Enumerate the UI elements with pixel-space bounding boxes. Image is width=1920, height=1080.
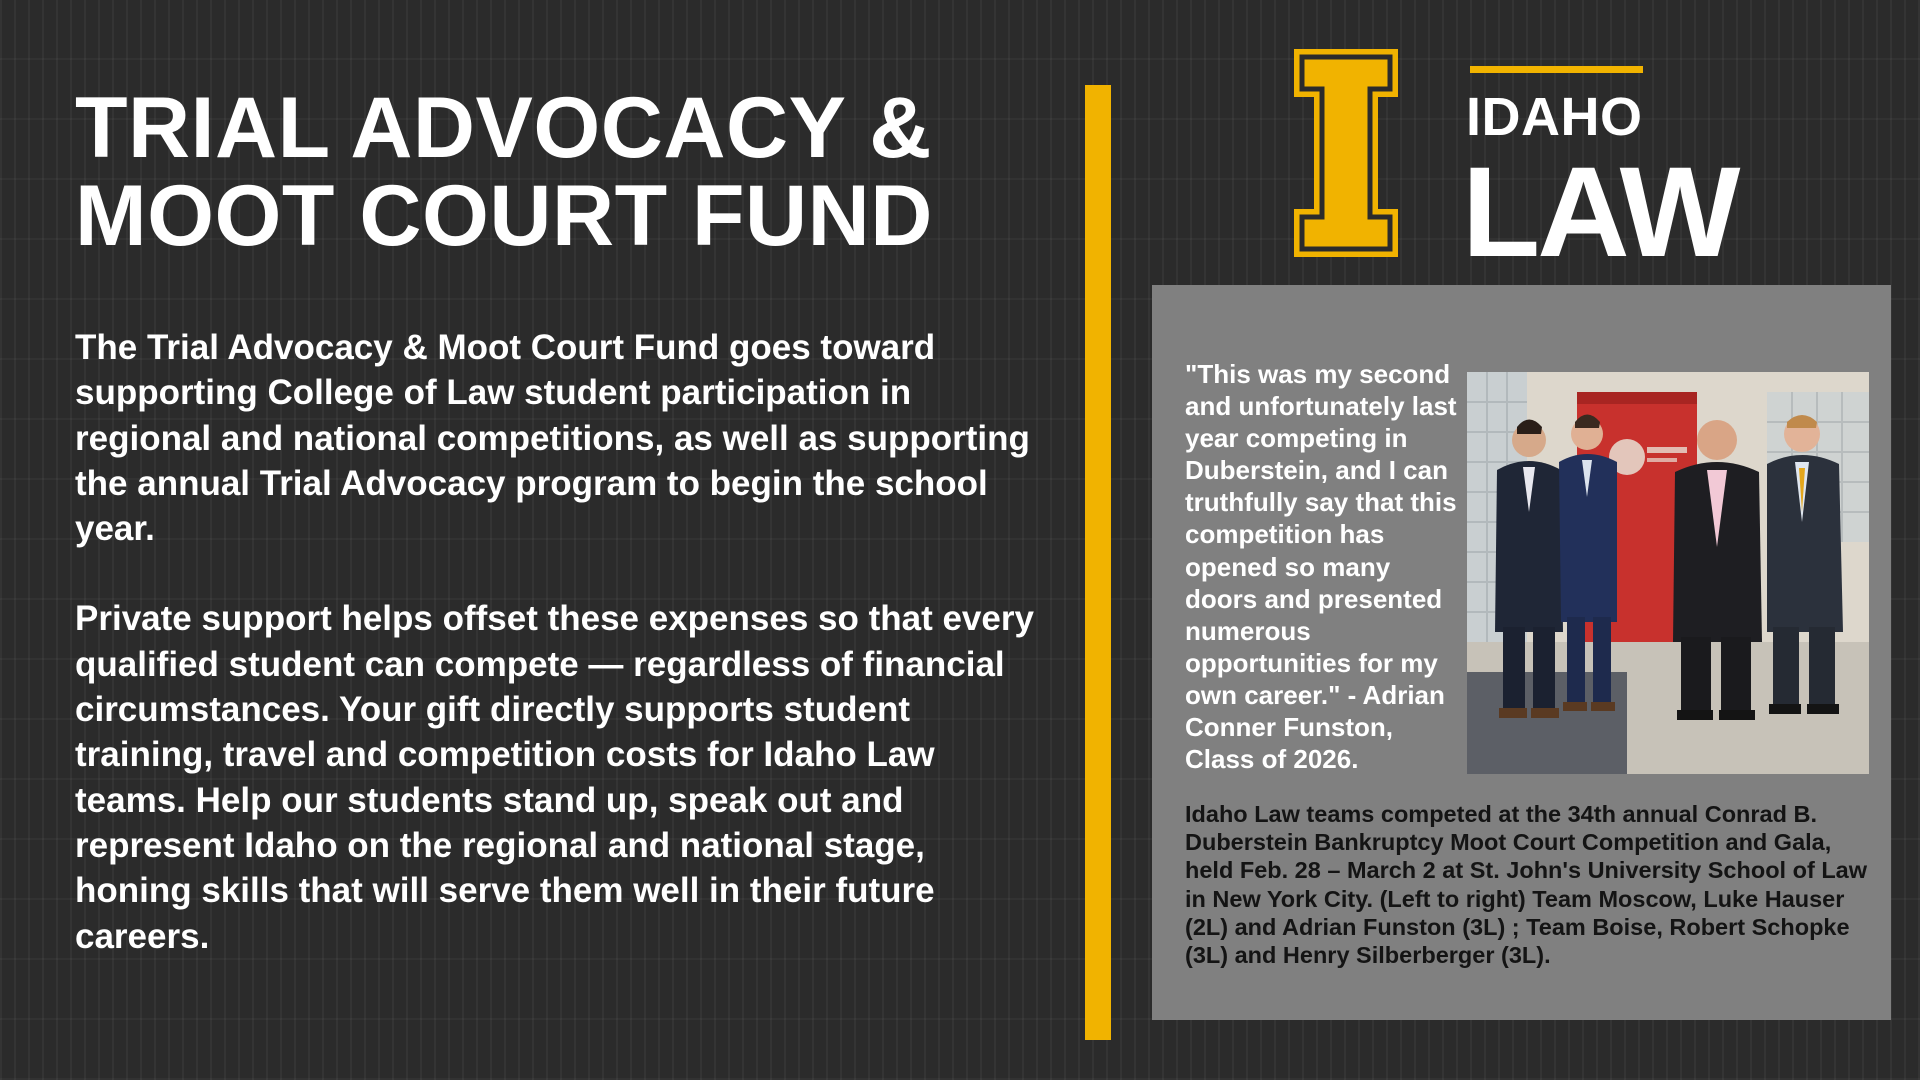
- title-line-2: MOOT COURT FUND: [75, 168, 933, 264]
- title-line-1: TRIAL ADVOCACY &: [75, 80, 932, 176]
- block-i-icon: [1290, 45, 1402, 261]
- photo-caption: Idaho Law teams competed at the 34th annual Conrad B. Duberstein Bankruptcy Moot Court Competition and Gala, held Feb. 28 – March 2 at St. John's University School of Law in New York City. (Left to right) Team Moscow, Luke Hauser (2L) and Adrian Funston (3L) ; Team Boise, Robert Schopke (3L) and Henry Silberberger (3L).: [1185, 801, 1868, 969]
- logo-idaho-text: IDAHO: [1466, 87, 1643, 147]
- testimonial-panel: [1152, 285, 1891, 1020]
- page-title: [75, 80, 1035, 264]
- student-quote: "This was my second and unfortunately last year competing in Duberstein, and I can truthfully say that this competition has opened so many doors and presented numerous opportunities for my own career." - Adrian Conner Funston, Class of 2026.: [1185, 359, 1457, 775]
- logo-gold-bar: [1470, 66, 1643, 73]
- team-photo: [1467, 372, 1869, 774]
- gold-divider: [1085, 85, 1111, 1040]
- idaho-law-logo: [1290, 45, 1738, 284]
- description-paragraph-2: Private support helps offset these expenses so that every qualified student can compete — regardless of financial circumstances. Your gift directly supports student training, travel and competition costs for Idaho Law teams. Help our students stand up, speak out and represent Idaho on the regional and national stage, honing skills that will serve them well in their future careers.: [75, 599, 1034, 956]
- logo-law-text: LAW: [1462, 141, 1738, 284]
- fund-description: [75, 325, 1035, 959]
- description-paragraph-1: The Trial Advocacy & Moot Court Fund goes toward supporting College of Law student participation in regional and national competitions, as well as supporting the annual Trial Advocacy program to begin the school year.: [75, 328, 1030, 549]
